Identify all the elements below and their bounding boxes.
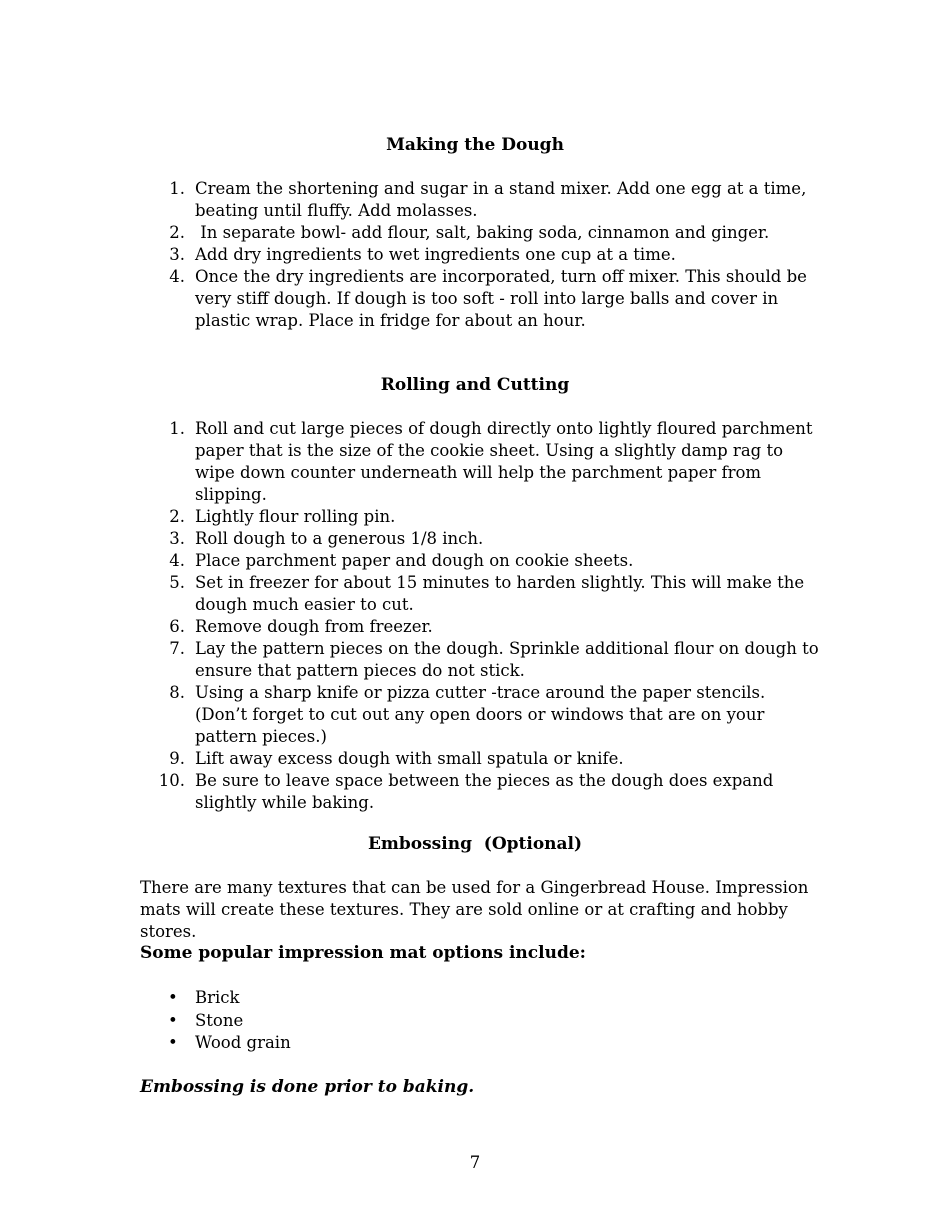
- list-item: [140, 638, 820, 682]
- option-text: Wood grain: [195, 1033, 291, 1052]
- step-text: Be sure to leave space between the pieces as the dough does expand slightly while baking.: [195, 771, 774, 812]
- list-item: [140, 244, 820, 266]
- list-item: [140, 770, 820, 814]
- list-item: [140, 528, 820, 550]
- bullet-icon: •: [168, 1010, 178, 1030]
- list-item: [140, 616, 820, 638]
- step-number: 4.: [169, 551, 185, 570]
- list-item: [140, 550, 820, 572]
- step-text: Place parchment paper and dough on cookie sheets.: [195, 551, 634, 570]
- list-item: [140, 506, 820, 528]
- embossing-intro: There are many textures that can be used for a Gingerbread House. Impression mats will create these textures. They are sold online or at crafting and hobby stores.: [140, 878, 809, 941]
- list-item: [140, 748, 820, 770]
- rolling-steps-list: [140, 418, 820, 814]
- step-number: 2.: [169, 223, 185, 242]
- dough-steps-list: [140, 178, 820, 332]
- step-number: 9.: [169, 749, 185, 768]
- step-number: 3.: [169, 245, 185, 264]
- section-title-rolling-and-cutting: Rolling and Cutting: [380, 375, 570, 395]
- bullet-icon: •: [168, 1033, 178, 1052]
- step-text: Lay the pattern pieces on the dough. Sprinkle additional flour on dough to ensure that pattern pieces do not stick.: [195, 639, 819, 680]
- bullet-icon: •: [168, 988, 178, 1007]
- step-text: Set in freezer for about 15 minutes to harden slightly. This will make the dough much easier to cut.: [195, 573, 805, 614]
- list-item: [140, 1032, 640, 1055]
- step-number: 10.: [158, 771, 185, 790]
- step-text: Remove dough from freezer.: [195, 617, 433, 636]
- step-number: 2.: [169, 507, 185, 526]
- list-item: [140, 418, 820, 506]
- list-item: [140, 1010, 640, 1033]
- option-text: Brick: [195, 988, 240, 1007]
- step-text: Roll dough to a generous 1/8 inch.: [195, 529, 484, 548]
- list-item: [140, 682, 820, 748]
- step-text: Cream the shortening and sugar in a stand mixer. Add one egg at a time, beating until fluffy. Add molasses.: [195, 179, 807, 220]
- list-item: [140, 987, 640, 1010]
- page-number: 7: [469, 1153, 481, 1172]
- step-text: Using a sharp knife or pizza cutter -trace around the paper stencils. (Don’t forget to cut out any open doors or windows that are on your pattern pieces.): [195, 683, 766, 746]
- impression-mat-options-heading: Some popular impression mat options include:: [140, 943, 586, 963]
- step-text: Lift away excess dough with small spatula or knife.: [195, 749, 624, 768]
- step-text: Roll and cut large pieces of dough directly onto lightly floured parchment paper that is the size of the cookie sheet. Using a slightly damp rag to wipe down counter underneath will help the parchment paper from slipping.: [195, 419, 813, 504]
- embossing-note: Embossing is done prior to baking.: [140, 1077, 475, 1097]
- list-item: [140, 178, 820, 222]
- step-number: 8.: [169, 683, 185, 702]
- list-item: [140, 222, 820, 244]
- section-title-making-the-dough: Making the Dough: [386, 135, 564, 155]
- step-number: 7.: [169, 639, 185, 658]
- section-title-embossing: Embossing (Optional): [367, 834, 583, 854]
- step-text: Add dry ingredients to wet ingredients one cup at a time.: [195, 245, 676, 264]
- step-text: In separate bowl- add flour, salt, baking soda, cinnamon and ginger.: [195, 223, 770, 242]
- step-number: 1.: [169, 419, 185, 438]
- step-number: 1.: [169, 179, 185, 198]
- list-item: [140, 266, 820, 332]
- step-number: 6.: [169, 617, 185, 636]
- impression-mat-options-list: [140, 987, 640, 1055]
- step-text: Lightly flour rolling pin.: [195, 507, 396, 526]
- step-number: 3.: [169, 529, 185, 548]
- step-number: 5.: [169, 573, 185, 592]
- step-number: 4.: [169, 267, 185, 286]
- step-text: Once the dry ingredients are incorporated, turn off mixer. This should be very stiff dough. If dough is too soft - roll into large balls and cover in plastic wrap. Place in fridge for about an hour.: [195, 267, 807, 330]
- list-item: [140, 572, 820, 616]
- option-text: Stone: [195, 1010, 244, 1030]
